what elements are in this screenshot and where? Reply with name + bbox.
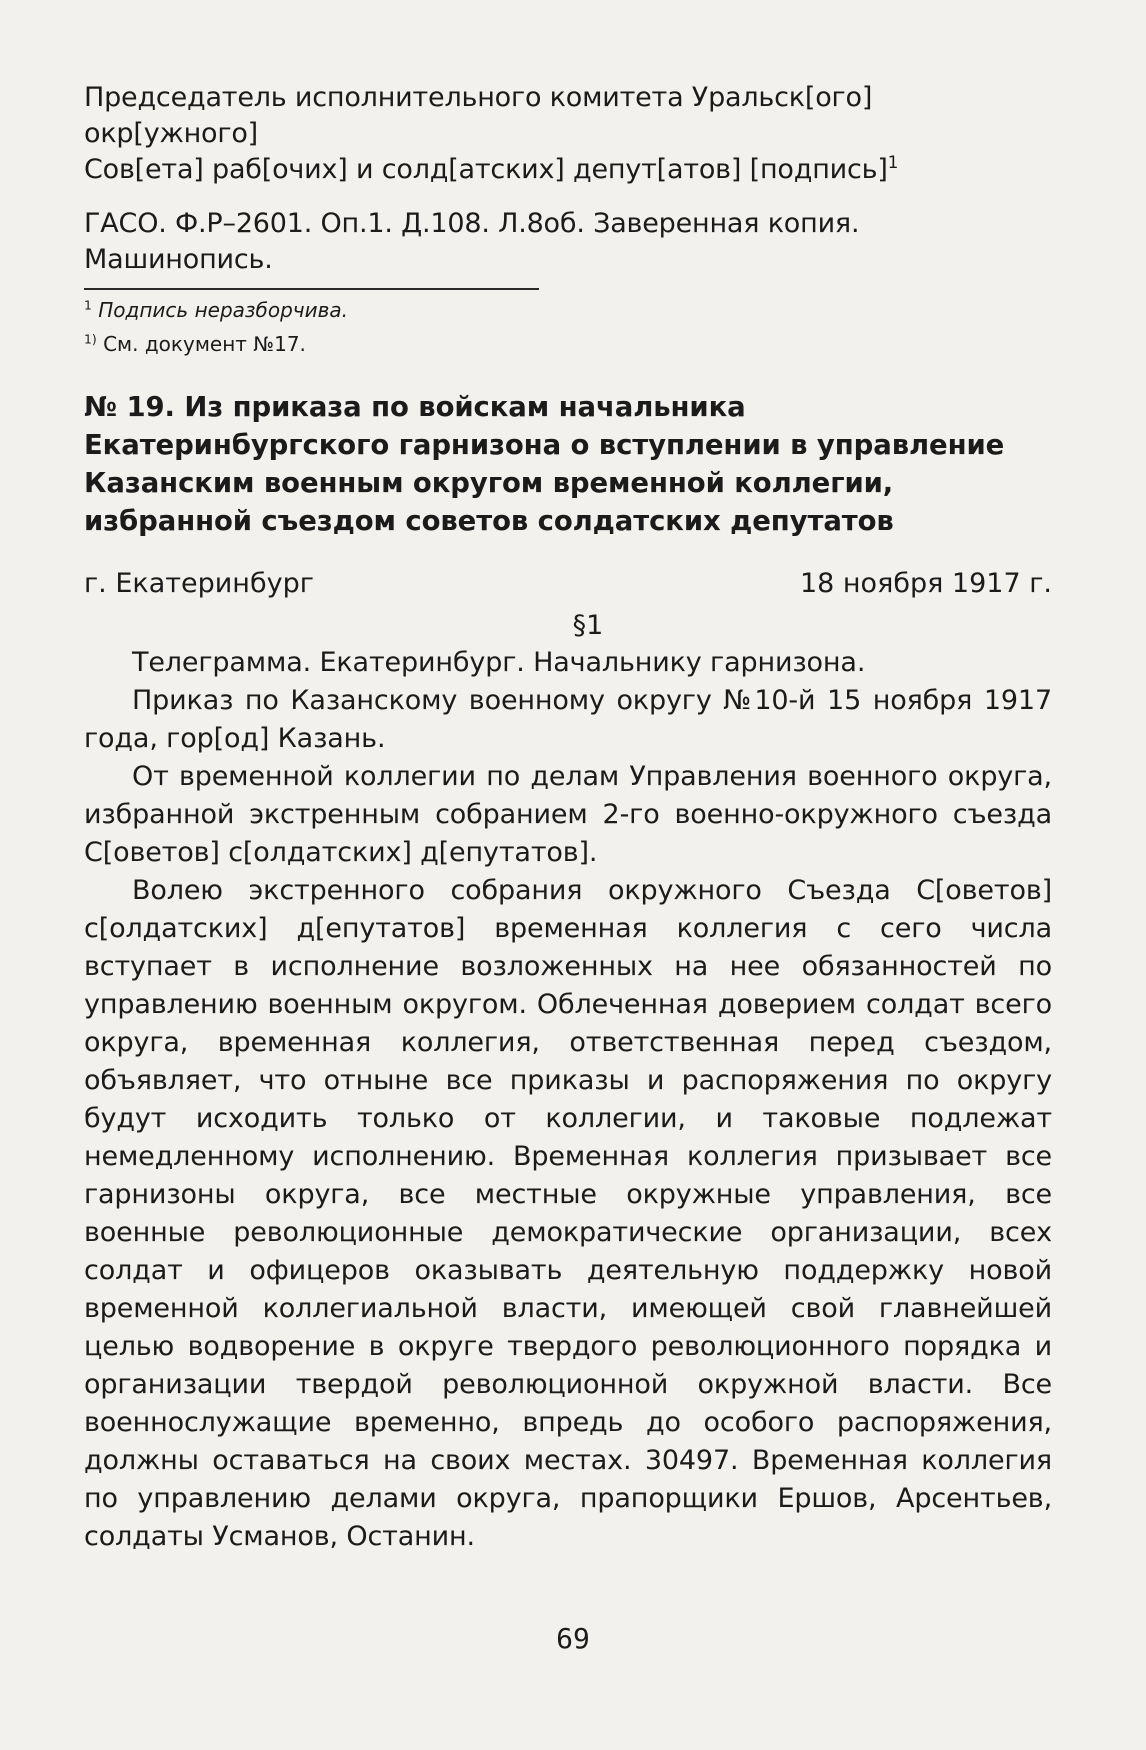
footnote-1: $^1$ Подпись неразборчива. bbox=[84, 297, 349, 322]
footnote-ref: 1 bbox=[887, 152, 899, 172]
page-content bbox=[84, 80, 1052, 1556]
paragraph-order: Приказ по Казанскому военному округу №10-й 15 ноября 1917 года, гор[од] Казань. bbox=[84, 685, 1052, 754]
paragraph-from: От временной коллегии по делам Управления военного округа, избранной экстренным собранием 2-го военно-окружного съезда С[оветов] с[олдатских] д[епутатов]. bbox=[84, 761, 1052, 868]
section-mark: §1 bbox=[572, 610, 604, 641]
paragraph-body: Волею экстренного собрания окружного Съезда С[оветов] с[олдатских] д[епутатов] временная коллегия с сего числа вступает в исполнение возложенных на нее обязанностей по управлению военным округом. Облеченная доверием солдат всего округа, временная коллегия, ответственная перед съездом, объявляет, что отныне все приказы и распоряжения по округу будут исходить только от коллегии, и таковые подлежат немедленному исполнению. Временная коллегия призывает все гарнизоны округа, все местные окружные управления, все военные революционные демократические организации, всех солдат и офицеров оказывать деятельную поддержку новой временной коллегиальной власти, имеющей свой главнейшей целью водворение в округе твердого революционного порядка и организации твердой революционной окружной власти. Все военнослужащие временно, впредь до особого распоряжения, должны оставаться на своих местах. 30497. Временная коллегия по управлению делами округа, прапорщики Ершов, Арсентьев, солдаты Усманов, Останин. bbox=[84, 875, 1052, 1552]
footnote-2: $^{1)}$ См. документ №17. bbox=[84, 331, 306, 356]
footnote-divider bbox=[84, 288, 539, 290]
document-place: г. Екатеринбург bbox=[84, 568, 314, 599]
document-date: 18 ноября 1917 г. bbox=[799, 568, 1052, 599]
signature-line-2: Сов[ета] раб[очих] и солд[атских] депут[атов] [подпись]$^1$ bbox=[84, 152, 899, 185]
signature-line-1: Председатель исполнительного комитета Уральск[ого] окр[ужного] bbox=[84, 82, 873, 149]
page-number: 69 bbox=[556, 1622, 590, 1655]
signature-block bbox=[84, 80, 1052, 188]
place-date-line bbox=[84, 566, 1052, 602]
archive-reference: ГАСО. Ф.Р–2601. Оп.1. Д.108. Л.8об. Заверенная копия. Машинопись. bbox=[84, 208, 860, 275]
paragraph-telegram: Телеграмма. Екатеринбург. Начальнику гарнизона. bbox=[132, 647, 866, 678]
document-title: № 19. Из приказа по войскам начальника Екатеринбургского гарнизона о вступлении в управление Казанским военным округом временной коллегии, избранной съездом советов солдатских депутатов bbox=[84, 391, 1005, 537]
